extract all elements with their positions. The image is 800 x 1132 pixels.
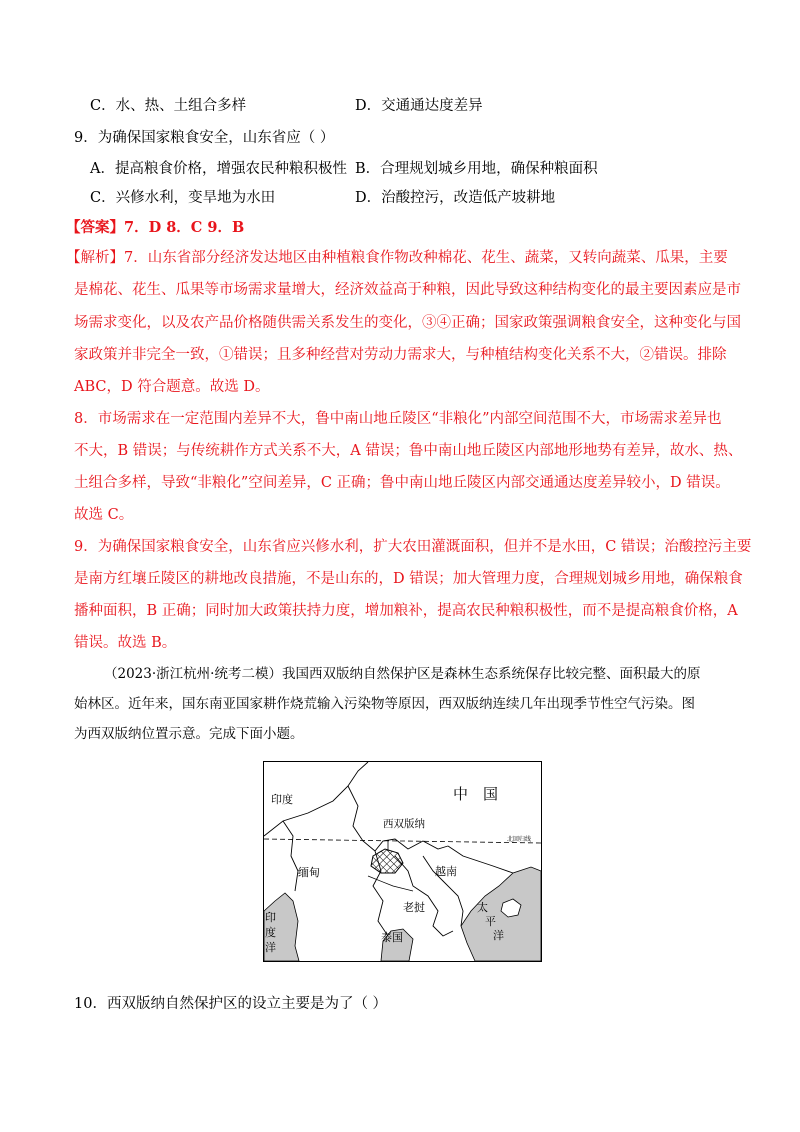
- q9-option-d: D．治酸控污，改造低产坡耕地: [355, 190, 556, 206]
- label-pacific-1: 太: [477, 901, 488, 914]
- label-vietnam: 越南: [435, 865, 457, 878]
- analysis-line: 家政策并非完全一致，①错误；且多种经营对劳动力需求大，与种植结构变化关系不大，②错误。排除: [74, 347, 727, 363]
- label-india: 印度: [271, 793, 293, 806]
- analysis-line: 9．为确保国家粮食安全，山东省应兴修水利，扩大农田灌溉面积，但并不是水田，C 错误；治酸控污主要: [74, 539, 752, 555]
- q9-option-c: C．兴修水利，变旱地为水田: [90, 190, 276, 206]
- q9-option-b: B．合理规划城乡用地，确保种粮面积: [355, 161, 598, 177]
- passage-line: 为西双版纳位置示意。完成下面小题。: [74, 726, 304, 742]
- q9-stem: 9．为确保国家粮食安全，山东省应（ ）: [74, 130, 335, 146]
- xishuangbanna-location-map: [263, 761, 542, 962]
- answer-line: 【答案】7．D 8．C 9．B: [66, 219, 245, 236]
- label-indian-ocean-1: 印: [265, 911, 276, 924]
- q8-option-c: C．水、热、土组合多样: [90, 98, 247, 114]
- analysis-line: ABC，D 符合题意。故选 D。: [74, 379, 270, 395]
- label-indian-ocean-3: 洋: [265, 941, 276, 954]
- label-thailand: 泰国: [381, 931, 403, 944]
- label-pacific-3: 洋: [493, 929, 504, 942]
- analysis-line: 8．市场需求在一定范围内差异不大，鲁中南山地丘陵区“非粮化”内部空间范围不大，市场需求差异也: [74, 411, 722, 427]
- passage-line: 始林区。近年来，国东南亚国家耕作烧荒输入污染物等原因，西双版纳连续几年出现季节性空气污染。图: [74, 696, 695, 712]
- passage-line: （2023·浙江杭州·统考二模）我国西双版纳自然保护区是森林生态系统保存比较完整、面积最大的原: [104, 666, 701, 682]
- label-myanmar: 缅甸: [298, 866, 320, 879]
- label-xishuangbanna: 西双版纳: [383, 818, 425, 830]
- analysis-line: 是棉花、花生、瓜果等市场需求量增大，经济效益高于种粮，因此导致这种结构变化的最主要因素应是市: [74, 282, 741, 298]
- q8-option-d: D．交通通达度差异: [355, 98, 483, 114]
- label-pacific-2: 平: [485, 915, 496, 928]
- analysis-line: 不大，B 错误；与传统耕作方式关系不大，A 错误；鲁中南山地丘陵区内部地形地势有差异，故水、热、: [74, 443, 743, 459]
- label-laos: 老挝: [403, 901, 425, 914]
- analysis-line: 错误。故选 B。: [74, 635, 177, 651]
- analysis-line: 是南方红壤丘陵区的耕地改良措施，不是山东的，D 错误；加大管理力度，合理规划城乡用地，确保粮食: [74, 571, 743, 587]
- label-china: 中 国: [453, 785, 499, 803]
- label-tropic-of-cancer: 北回归线: [507, 836, 532, 843]
- analysis-line: 播种面积，B 正确；同时加大政策扶持力度，增加粮补，提高农民种粮积极性，而不是提高粮食价格，A: [74, 603, 738, 619]
- q10-stem: 10．西双版纳自然保护区的设立主要是为了（ ）: [74, 996, 388, 1012]
- analysis-line: 场需求变化，以及农产品价格随供需关系发生的变化，③④正确；国家政策强调粮食安全，这种变化与国: [74, 315, 741, 331]
- analysis-line: 【解析】7．山东省部分经济发达地区由种植粮食作物改种棉花、花生、蔬菜，又转向蔬菜、瓜果，主要: [66, 250, 728, 266]
- analysis-line: 土组合多样，导致“非粮化”空间差异，C 正确；鲁中南山地丘陵区内部交通通达度差异较小，D 错误。: [74, 475, 730, 491]
- label-indian-ocean-2: 度: [265, 926, 276, 939]
- q9-option-a: A．提高粮食价格，增强农民种粮积极性: [90, 161, 347, 177]
- analysis-line: 故选 C。: [74, 507, 134, 523]
